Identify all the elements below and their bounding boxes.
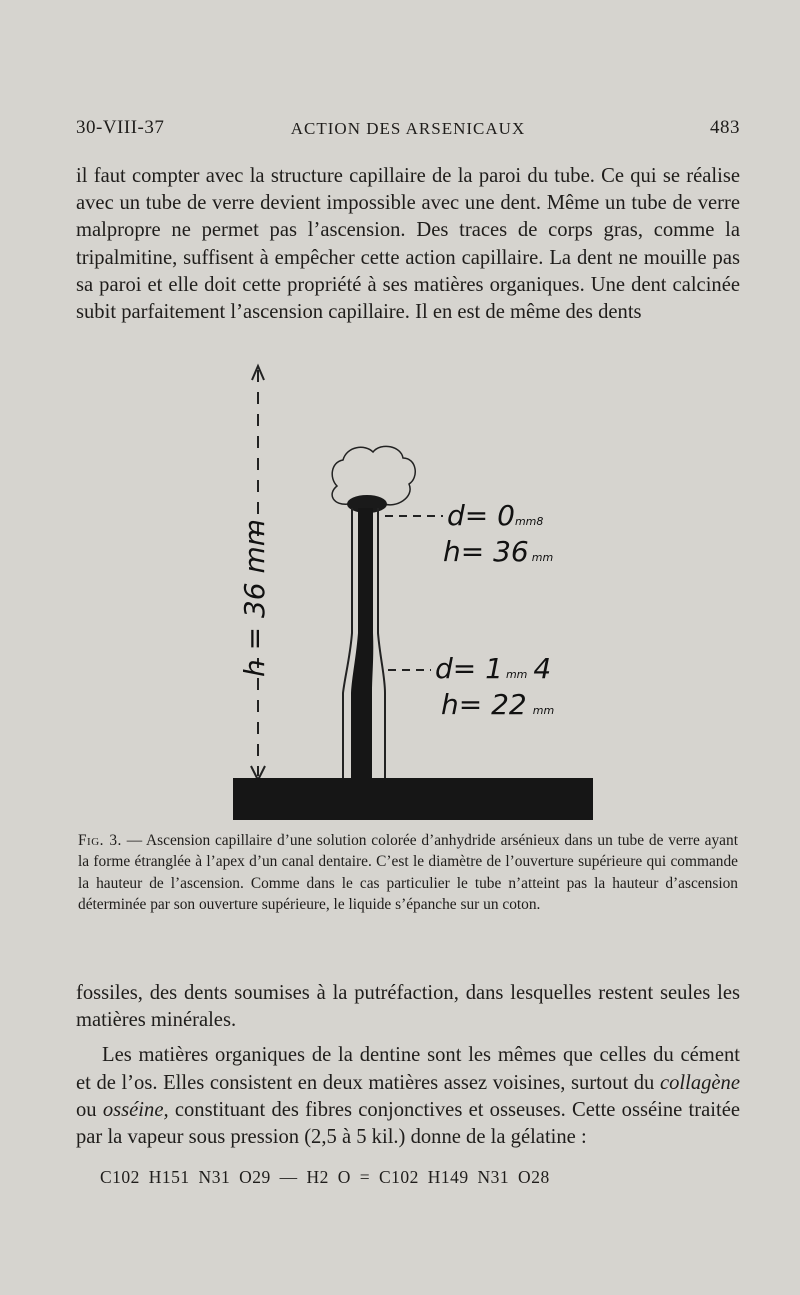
svg-text:h= 36mm: [443, 535, 553, 568]
tube-wall-right: [378, 508, 385, 798]
upper-height-label: h= 36: [443, 535, 529, 568]
caption-text: — Ascension capillaire d’une solution colorée d’anhydride arsénieux dans un tube de verre ayant la forme étranglée à l’apex d’un canal dentaire. C’est le diamètre de l’ouverture supérieure qui commande la hauteur de l’ascension. Comme dans le cas particulier le tube n’atteint pas la hauteur d’ascension déterminée par son ouverture supérieure, le liquide s’épanche sur un coton.: [78, 832, 738, 913]
header-date: 30-VIII-37: [76, 117, 165, 138]
tube-wall-left: [343, 508, 352, 798]
paragraph-2: [76, 980, 740, 1151]
figure-caption: [78, 830, 738, 915]
paragraph-1-text: il faut compter avec la structure capillaire de la paroi du tube. Ce qui se réalise avec un tube de verre devient impossible avec une dent. Même un tube de verre malpropre ne permet pas l’ascension. Des traces de corps gras, comme la tripalmitine, suffisent à empêcher cette action capillaire. La dent ne mouille pas sa paroi et elle doit cette propriété à ses matières organiques. Une dent calcinée subit parfaitement l’ascension capillaire. Il en est de même des dents: [76, 165, 740, 324]
header-title: ACTION DES ARSENICAUX: [290, 119, 526, 138]
lower-height-label: h= 22: [441, 688, 527, 721]
liquid-reservoir: [233, 778, 593, 820]
lower-diameter-decimal: 4: [533, 652, 552, 685]
figure-3: [225, 358, 595, 828]
term-osseine: osséine,: [102, 1098, 169, 1121]
lower-diameter-unit: mm: [505, 668, 528, 681]
paragraph-3-part3: constituant des fibres conjonctives et osseuses. Cette osséine traitée par la vapeur sous pression (2,5 à 5 kil.) donne de la gélatine :: [76, 1098, 740, 1149]
upper-diameter-label: d= 0: [447, 499, 515, 532]
svg-text:h= 22mm: [441, 688, 554, 721]
upper-height-unit: mm: [531, 551, 554, 564]
total-height-label: h = 36 mm: [238, 518, 271, 678]
paragraph-3-part2: ou: [76, 1098, 103, 1121]
upper-diameter-unit: mm8: [514, 515, 544, 528]
lower-diameter-label: d= 1: [435, 652, 503, 685]
svg-text:d= 1mm4: [435, 652, 551, 685]
liquid-column: [351, 508, 373, 798]
paragraph-3: [76, 1042, 740, 1151]
lower-height-unit: mm: [532, 704, 555, 717]
chemical-formula: C102 H151 N31 O29 — H2 O = C102 H149 N31 O28: [100, 1167, 550, 1187]
paragraph-1: [76, 163, 740, 326]
capillary-tube-diagram: [225, 358, 595, 823]
term-collagene: collagène: [659, 1071, 740, 1094]
figure-label: Fig. 3.: [78, 832, 122, 849]
paragraph-2-text: fossiles, des dents soumises à la putréfaction, dans lesquelles restent seules les matières minérales.: [76, 982, 740, 1032]
page-number: 483: [710, 117, 740, 138]
paragraph-3-part1: Les matières organiques de la dentine sont les mêmes que celles du cément et de l’os. Elles consistent en deux matières assez voisines, surtout du: [76, 1044, 740, 1094]
running-header: [76, 117, 740, 147]
svg-text:d= 0mm8: [447, 499, 543, 532]
